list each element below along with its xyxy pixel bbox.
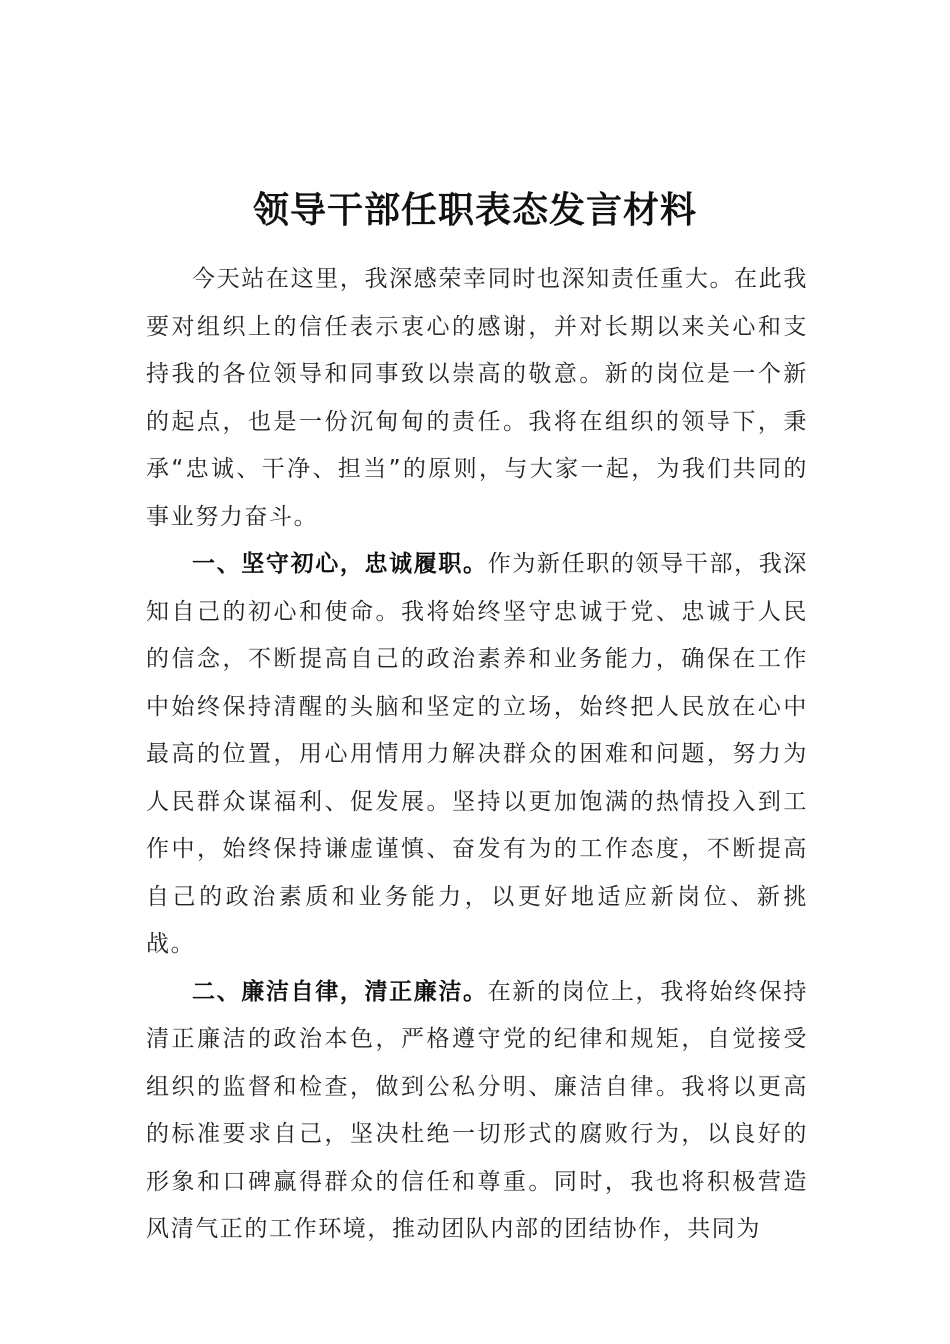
document-body [146,256,808,1254]
section-text-2: 在新的岗位上，我将始终保持清正廉洁的政治本色，严格遵守党的纪律和规矩，自觉接受组织的监督和检查，做到公私分明、廉洁自律。我将以更高的标准要求自己，坚决杜绝一切形式的腐败行为，以良好的形象和口碑赢得群众的信任和尊重。同时，我也将积极营造风清气正的工作环境，推动团队内部的团结协作，共同为 [146,978,808,1242]
section-text-1: 作为新任职的领导干部，我深知自己的初心和使命。我将始终坚守忠诚于党、忠诚于人民的信念，不断提高自己的政治素养和业务能力，确保在工作中始终保持清醒的头脑和坚定的立场，始终把人民放在心中最高的位置，用心用情用力解决群众的困难和问题，努力为人民群众谋福利、促发展。坚持以更加饱满的热情投入到工作中，始终保持谦虚谨慎、奋发有为的工作态度，不断提高自己的政治素质和业务能力，以更好地适应新岗位、新挑战。 [146,551,808,957]
section-heading-1: 一、坚守初心，忠诚履职。 [192,551,488,577]
section-paragraph-2 [146,969,808,1254]
document-title: 领导干部任职表态发言材料 [252,189,697,232]
section-heading-2: 二、廉洁自律，清正廉洁。 [192,978,488,1005]
section-paragraph-1 [146,541,808,969]
intro-paragraph: 今天站在这里，我深感荣幸同时也深知责任重大。在此我要对组织上的信任表示衷心的感谢，并对长期以来关心和支持我的各位领导和同事致以崇高的敬意。新的岗位是一个新的起点，也是一份沉甸甸的责任。我将在组织的领导下，秉承“忠诚、干净、担当”的原则，与大家一起，为我们共同的事业努力奋斗。 [146,266,808,530]
